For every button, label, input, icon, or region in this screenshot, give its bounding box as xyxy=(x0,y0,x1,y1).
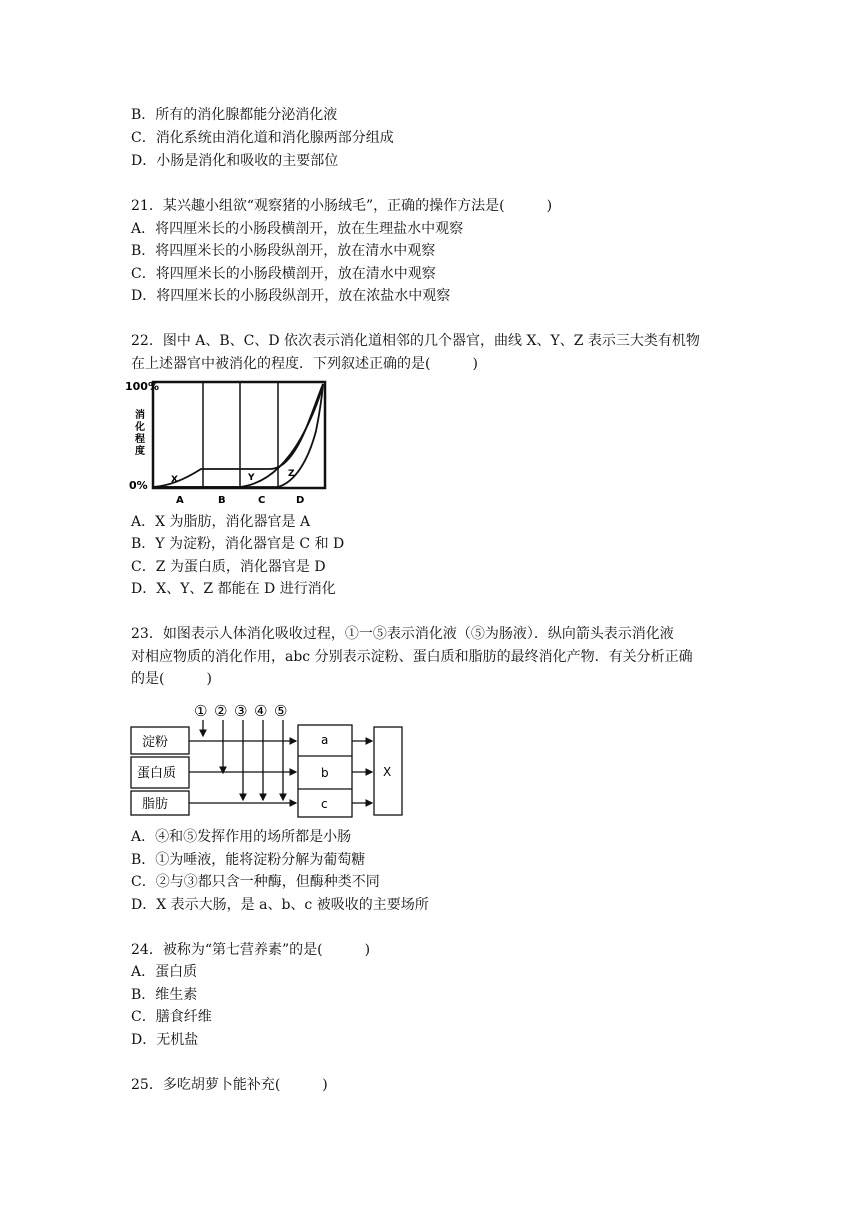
substance-starch: 淀粉 xyxy=(142,735,169,750)
digestion-process-figure xyxy=(128,700,408,820)
y-top-label: 100% xyxy=(125,380,159,393)
juice-number-1: ① xyxy=(194,702,208,720)
juice-number-5: ⑤ xyxy=(274,702,288,720)
juice-number-4: ④ xyxy=(254,702,268,720)
prev-option-b: B．所有的消化腺都能分泌消化液 xyxy=(131,107,338,123)
y-axis-char-2: 化 xyxy=(135,422,145,433)
q24-option-c: C．膳食纤维 xyxy=(131,1009,212,1025)
substance-fat: 脂肪 xyxy=(142,797,169,812)
q24-option-a: A．蛋白质 xyxy=(131,964,198,980)
y-axis-char-3: 程 xyxy=(135,434,145,445)
sink-label: X xyxy=(383,765,392,779)
q24-option-b: B．维生素 xyxy=(131,987,198,1003)
q21-option-c: C．将四厘米长的小肠段横剖开，放在清水中观察 xyxy=(131,266,436,282)
q21-option-b: B．将四厘米长的小肠段纵剖开，放在清水中观察 xyxy=(131,243,436,259)
q23-stem-line3: 的是( ) xyxy=(131,671,212,687)
prev-option-d: D．小肠是消化和吸收的主要部位 xyxy=(131,153,339,169)
q22-option-c: C．Z 为蛋白质，消化器官是 D xyxy=(131,559,326,575)
y-axis-char-4: 度 xyxy=(135,446,145,457)
curve-label-y: Y xyxy=(248,473,255,483)
x-label-d: D xyxy=(296,495,305,506)
q25-stem: 25．多吃胡萝卜能补充( ) xyxy=(131,1077,328,1093)
x-label-b: B xyxy=(218,495,226,506)
q24-stem: 24．被称为“第七营养素”的是( ) xyxy=(131,942,371,958)
q23-option-a: A．④和⑤发挥作用的场所都是小肠 xyxy=(131,829,352,845)
y-axis-char-1: 消 xyxy=(135,410,145,421)
figure-frame xyxy=(153,382,325,488)
q23-option-d: D．X 表示大肠，是 a、b、c 被吸收的主要场所 xyxy=(131,897,429,913)
product-b: b xyxy=(321,766,329,780)
q23-option-c: C．②与③都只含一种酶，但酶种类不同 xyxy=(131,874,380,890)
q22-stem-line2: 在上述器官中被消化的程度．下列叙述正确的是( ) xyxy=(131,356,478,372)
substance-protein: 蛋白质 xyxy=(137,766,177,781)
juice-number-3: ③ xyxy=(234,702,248,720)
q24-option-d: D．无机盐 xyxy=(131,1032,199,1048)
curve-label-z: Z xyxy=(288,469,295,479)
q22-option-a: A．X 为脂肪，消化器官是 A xyxy=(131,514,311,530)
product-a: a xyxy=(321,733,329,747)
curve-z xyxy=(153,384,323,487)
q23-stem-line2: 对相应物质的消化作用，abc 分别表示淀粉、蛋白质和脂肪的最终消化产物．有关分析正确 xyxy=(131,649,693,665)
q21-stem: 21．某兴趣小组欲“观察猪的小肠绒毛”，正确的操作方法是( ) xyxy=(131,198,553,214)
digestion-degree-figure xyxy=(125,376,335,508)
q21-option-a: A．将四厘米长的小肠段横剖开，放在生理盐水中观察 xyxy=(131,221,464,237)
q23-stem-line1: 23．如图表示人体消化吸收过程，①一⑤表示消化液（⑤为肠液）．纵向箭头表示消化液 xyxy=(131,626,674,642)
q23-option-b: B．①为唾液，能将淀粉分解为葡萄糖 xyxy=(131,852,366,868)
x-label-c: C xyxy=(258,495,266,506)
q22-option-d: D．X、Y、Z 都能在 D 进行消化 xyxy=(131,581,336,597)
product-c: c xyxy=(321,797,328,811)
x-label-a: A xyxy=(176,495,184,506)
y-bottom-label: 0% xyxy=(129,479,148,492)
juice-number-2: ② xyxy=(214,702,228,720)
prev-option-c: C．消化系统由消化道和消化腺两部分组成 xyxy=(131,130,394,146)
q22-option-b: B．Y 为淀粉，消化器官是 C 和 D xyxy=(131,536,345,552)
q21-option-d: D．将四厘米长的小肠段纵剖开，放在浓盐水中观察 xyxy=(131,288,451,304)
q22-stem-line1: 22．图中 A、B、C、D 依次表示消化道相邻的几个器官，曲线 X、Y、Z 表示三大类有机物 xyxy=(131,333,700,349)
curve-label-x: X xyxy=(171,475,178,485)
